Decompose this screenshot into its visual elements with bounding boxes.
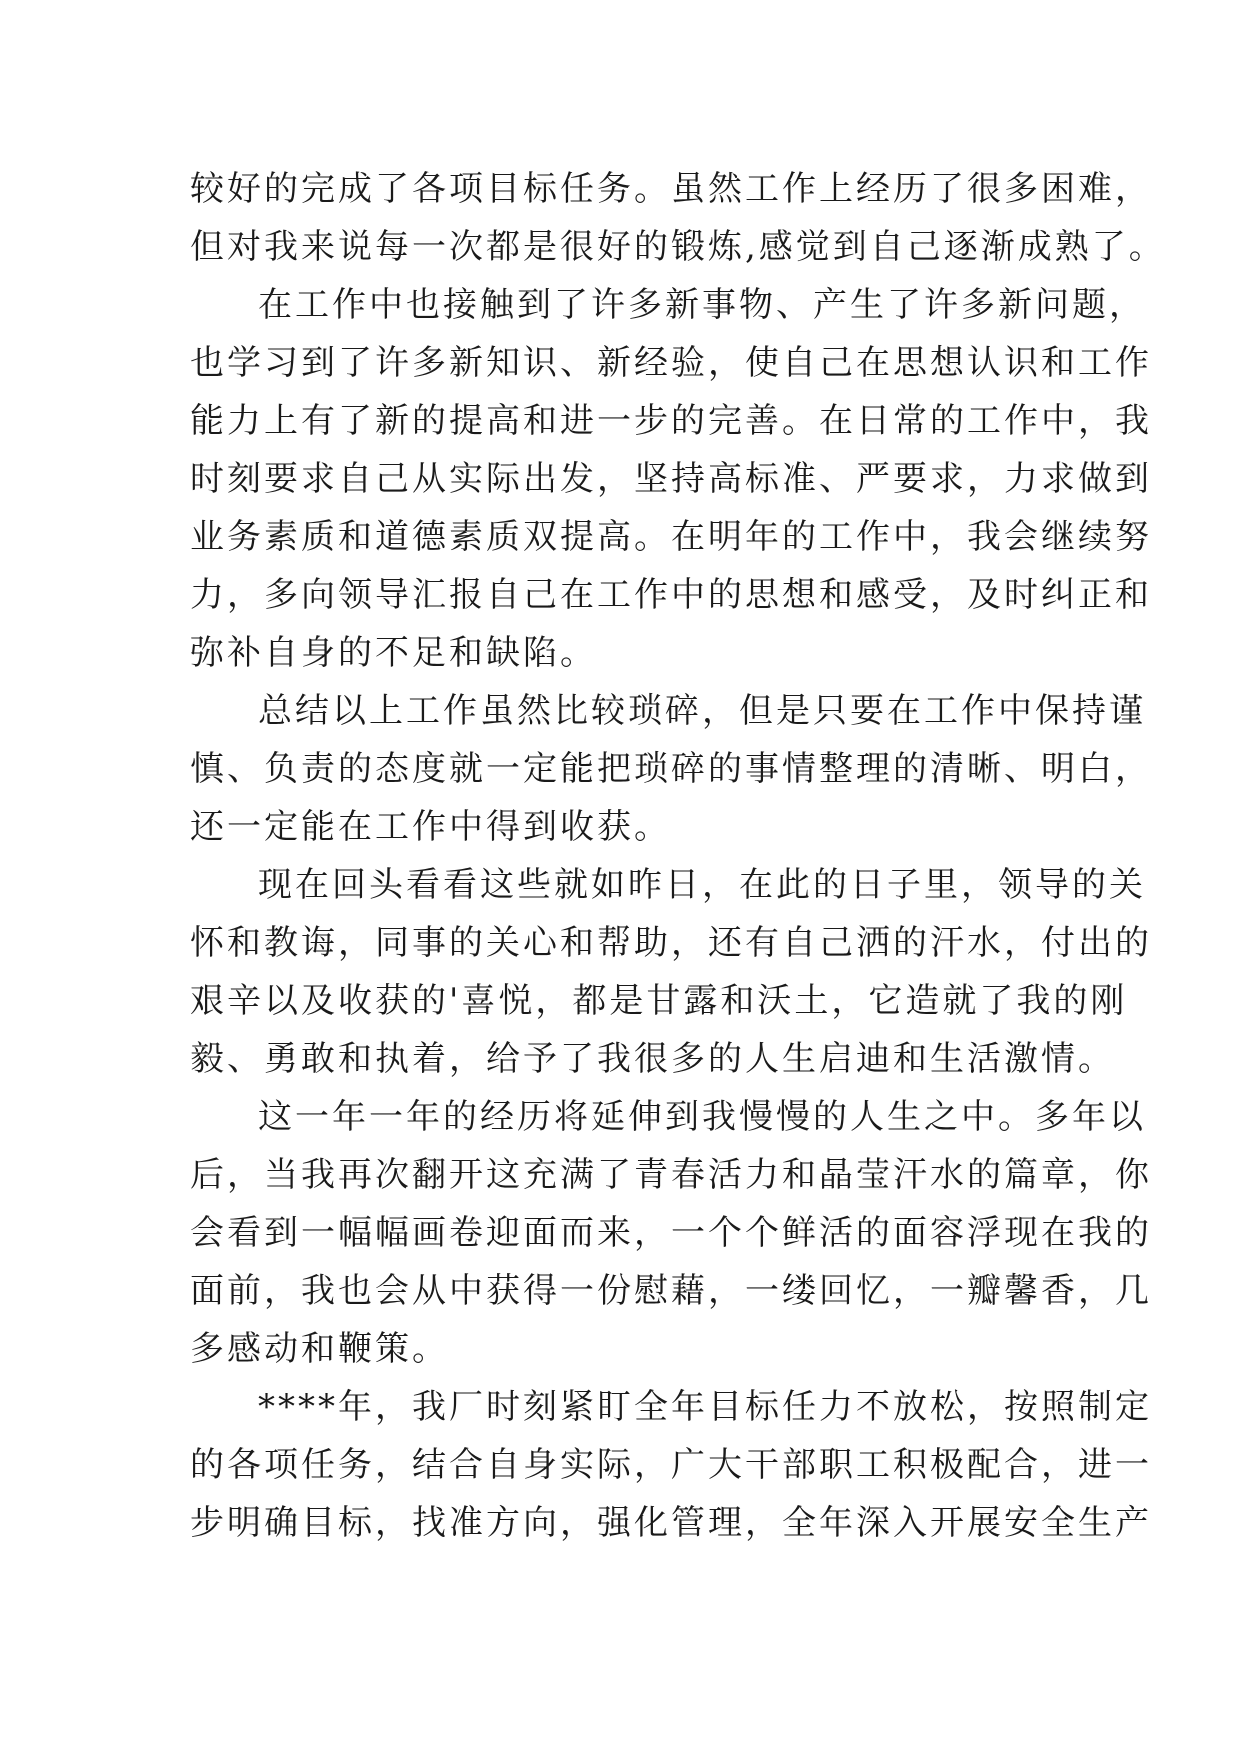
text-line: 后，当我再次翻开这充满了青春活力和晶莹汗水的篇章，你 — [190, 1155, 1152, 1195]
text-line: 怀和教诲，同事的关心和帮助，还有自己洒的汗水，付出的 — [190, 923, 1152, 963]
text-line: 但对我来说每一次都是很好的锻炼,感觉到自己逐渐成熟了。 — [190, 227, 1166, 267]
text-line: 也学习到了许多新知识、新经验，使自己在思想认识和工作 — [190, 343, 1152, 383]
text-line: 能力上有了新的提高和进一步的完善。在日常的工作中，我 — [190, 401, 1152, 441]
text-line: 还一定能在工作中得到收获。 — [190, 807, 671, 847]
text-line: 时刻要求自己从实际出发，坚持高标准、严要求，力求做到 — [190, 459, 1152, 499]
document-body — [190, 160, 1166, 1552]
paragraph-first-line: 这一年一年的经历将延伸到我慢慢的人生之中。多年以 — [258, 1097, 1146, 1137]
text-line: 步明确目标，找准方向，强化管理，全年深入开展安全生产 — [190, 1503, 1152, 1543]
text-line: 艰辛以及收获的'喜悦，都是甘露和沃土，它造就了我的刚 — [190, 981, 1128, 1021]
paragraph-first-line: 现在回头看看这些就如昨日，在此的日子里，领导的关 — [258, 865, 1146, 905]
paragraph-first-line: 在工作中也接触到了许多新事物、产生了许多新问题， — [258, 285, 1146, 325]
paragraph-first-line: ****年，我厂时刻紧盯全年目标任力不放松，按照制定 — [258, 1387, 1152, 1427]
text-line: 弥补自身的不足和缺陷。 — [190, 633, 597, 673]
text-line: 会看到一幅幅画卷迎面而来，一个个鲜活的面容浮现在我的 — [190, 1213, 1152, 1253]
text-line: 力，多向领导汇报自己在工作中的思想和感受，及时纠正和 — [190, 575, 1152, 615]
text-line: 业务素质和道德素质双提高。在明年的工作中，我会继续努 — [190, 517, 1152, 557]
text-line: 较好的完成了各项目标任务。虽然工作上经历了很多困难， — [190, 169, 1152, 209]
text-line: 慎、负责的态度就一定能把琐碎的事情整理的清晰、明白， — [190, 749, 1152, 789]
text-line: 面前，我也会从中获得一份慰藉，一缕回忆，一瓣馨香，几 — [190, 1271, 1152, 1311]
text-line: 多感动和鞭策。 — [190, 1329, 449, 1369]
text-line: 的各项任务，结合自身实际，广大干部职工积极配合，进一 — [190, 1445, 1152, 1485]
text-line: 毅、勇敢和执着，给予了我很多的人生启迪和生活激情。 — [190, 1039, 1115, 1079]
paragraph-first-line: 总结以上工作虽然比较琐碎，但是只要在工作中保持谨 — [258, 691, 1146, 731]
